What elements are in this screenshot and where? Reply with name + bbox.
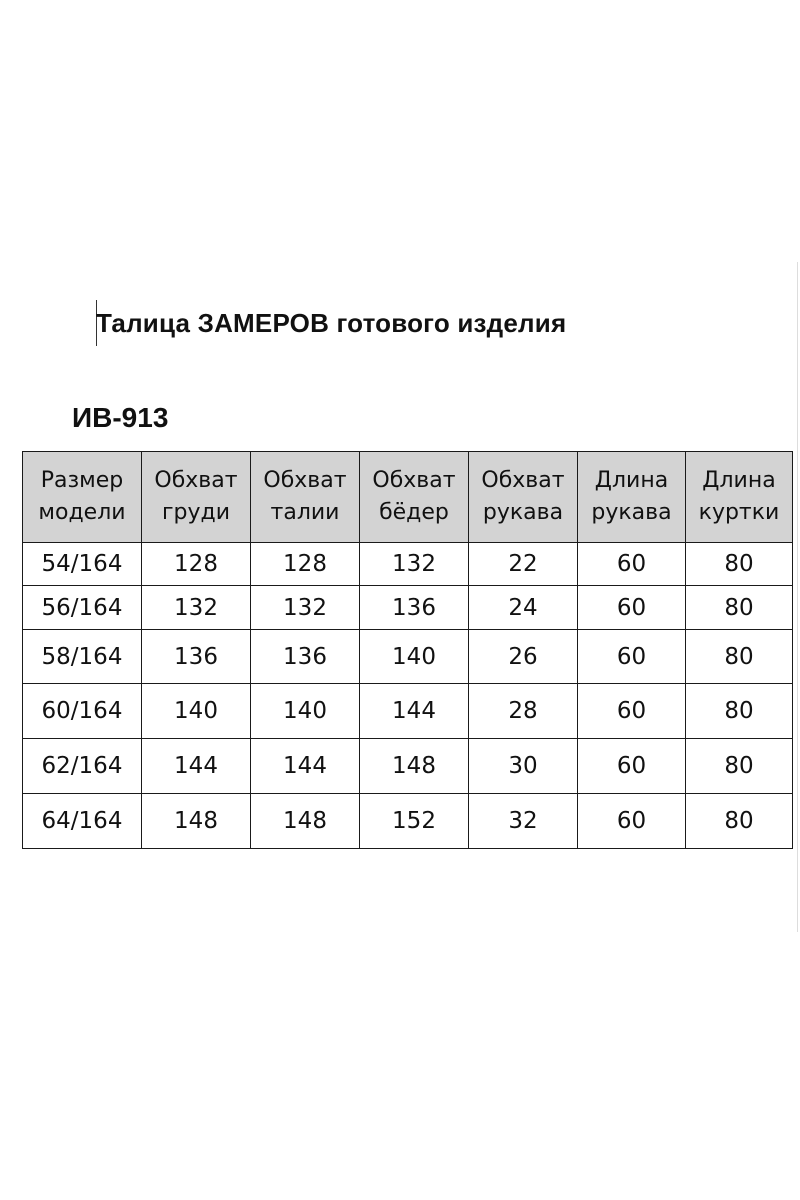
cell-chest: 140 — [142, 684, 251, 739]
header-waist — [251, 452, 360, 543]
header-sleeve-girth-line1: Обхват — [481, 468, 565, 493]
model-code: ИВ-913 — [72, 402, 169, 433]
cell-hips: 140 — [360, 630, 469, 684]
cell-chest: 136 — [142, 630, 251, 684]
table-row — [23, 630, 793, 684]
cell-sleeve-girth: 24 — [469, 586, 578, 630]
header-hips — [360, 452, 469, 543]
cell-jacket-length: 80 — [686, 684, 793, 739]
header-sleeve-girth — [469, 452, 578, 543]
cell-chest: 128 — [142, 543, 251, 586]
cell-jacket-length: 80 — [686, 586, 793, 630]
cell-waist: 148 — [251, 794, 360, 849]
cell-chest: 148 — [142, 794, 251, 849]
cell-sleeve-length: 60 — [578, 684, 686, 739]
header-hips-line1: Обхват — [372, 468, 456, 493]
cell-jacket-length: 80 — [686, 794, 793, 849]
size-measurement-table — [22, 451, 793, 849]
cell-size: 54/164 — [23, 543, 142, 586]
header-size-line2: модели — [38, 500, 126, 525]
cell-chest: 132 — [142, 586, 251, 630]
cell-jacket-length: 80 — [686, 630, 793, 684]
header-sleeve-length — [578, 452, 686, 543]
cell-sleeve-length: 60 — [578, 630, 686, 684]
cell-waist: 128 — [251, 543, 360, 586]
header-size-line1: Размер — [40, 468, 124, 493]
cell-sleeve-girth: 26 — [469, 630, 578, 684]
cell-sleeve-girth: 32 — [469, 794, 578, 849]
cell-size: 56/164 — [23, 586, 142, 630]
table-row — [23, 794, 793, 849]
cell-size: 64/164 — [23, 794, 142, 849]
cell-sleeve-girth: 30 — [469, 739, 578, 794]
cell-waist: 132 — [251, 586, 360, 630]
header-hips-line2: бёдер — [379, 500, 449, 525]
cell-sleeve-length: 60 — [578, 739, 686, 794]
header-sleeve-length-line2: рукава — [591, 500, 672, 525]
table-row — [23, 586, 793, 630]
cell-chest: 144 — [142, 739, 251, 794]
cell-hips: 148 — [360, 739, 469, 794]
header-waist-line1: Обхват — [263, 468, 347, 493]
header-chest-line1: Обхват — [154, 468, 238, 493]
table-row — [23, 543, 793, 586]
table-row — [23, 739, 793, 794]
page-edge-line — [797, 262, 798, 932]
header-sleeve-length-line1: Длина — [594, 468, 669, 493]
cell-waist: 144 — [251, 739, 360, 794]
cell-waist: 140 — [251, 684, 360, 739]
cell-size: 60/164 — [23, 684, 142, 739]
header-sleeve-girth-line2: рукава — [482, 500, 564, 525]
cell-hips: 144 — [360, 684, 469, 739]
header-jacket-length-line1: Длина — [702, 468, 776, 493]
table-row — [23, 684, 793, 739]
cell-sleeve-length: 60 — [578, 794, 686, 849]
header-waist-line2: талии — [270, 500, 340, 525]
header-size — [23, 452, 142, 543]
header-jacket-length-line2: куртки — [698, 500, 780, 525]
cell-sleeve-girth: 28 — [469, 684, 578, 739]
header-chest — [142, 452, 251, 543]
cell-sleeve-girth: 22 — [469, 543, 578, 586]
cell-size: 58/164 — [23, 630, 142, 684]
cell-jacket-length: 80 — [686, 739, 793, 794]
document-title: Талица ЗАМЕРОВ готового изделия — [96, 308, 567, 338]
table-header-row — [23, 452, 793, 543]
header-chest-line2: груди — [161, 500, 231, 525]
cell-jacket-length: 80 — [686, 543, 793, 586]
cell-hips: 152 — [360, 794, 469, 849]
cell-waist: 136 — [251, 630, 360, 684]
cell-sleeve-length: 60 — [578, 586, 686, 630]
cell-hips: 136 — [360, 586, 469, 630]
cell-size: 62/164 — [23, 739, 142, 794]
cell-hips: 132 — [360, 543, 469, 586]
cell-sleeve-length: 60 — [578, 543, 686, 586]
header-jacket-length — [686, 452, 793, 543]
